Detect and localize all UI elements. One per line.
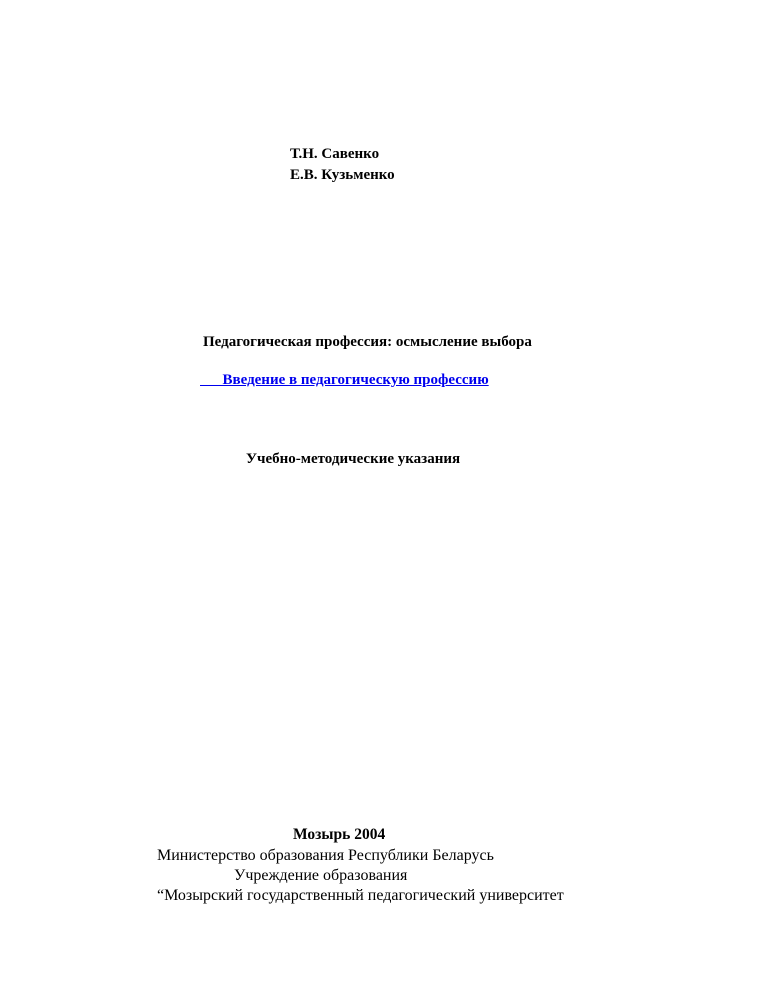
university-name: “Мозырский государственный педагогический университет: [157, 887, 564, 904]
author-1: Т.Н. Савенко: [290, 146, 380, 162]
city-year: Мозырь 2004: [293, 826, 386, 843]
authors-block: [290, 144, 395, 186]
subtitle-link[interactable]: Введение в педагогическую профессию: [200, 372, 489, 388]
document-type: Учебно-методические указания: [246, 451, 461, 467]
ministry-name: Министерство образования Республики Беларусь: [157, 847, 494, 864]
author-2: Е.В. Кузьменко: [290, 167, 395, 183]
document-title: Педагогическая профессия: осмысление выбора: [203, 334, 532, 350]
institution-label: Учреждение образования: [234, 867, 408, 884]
